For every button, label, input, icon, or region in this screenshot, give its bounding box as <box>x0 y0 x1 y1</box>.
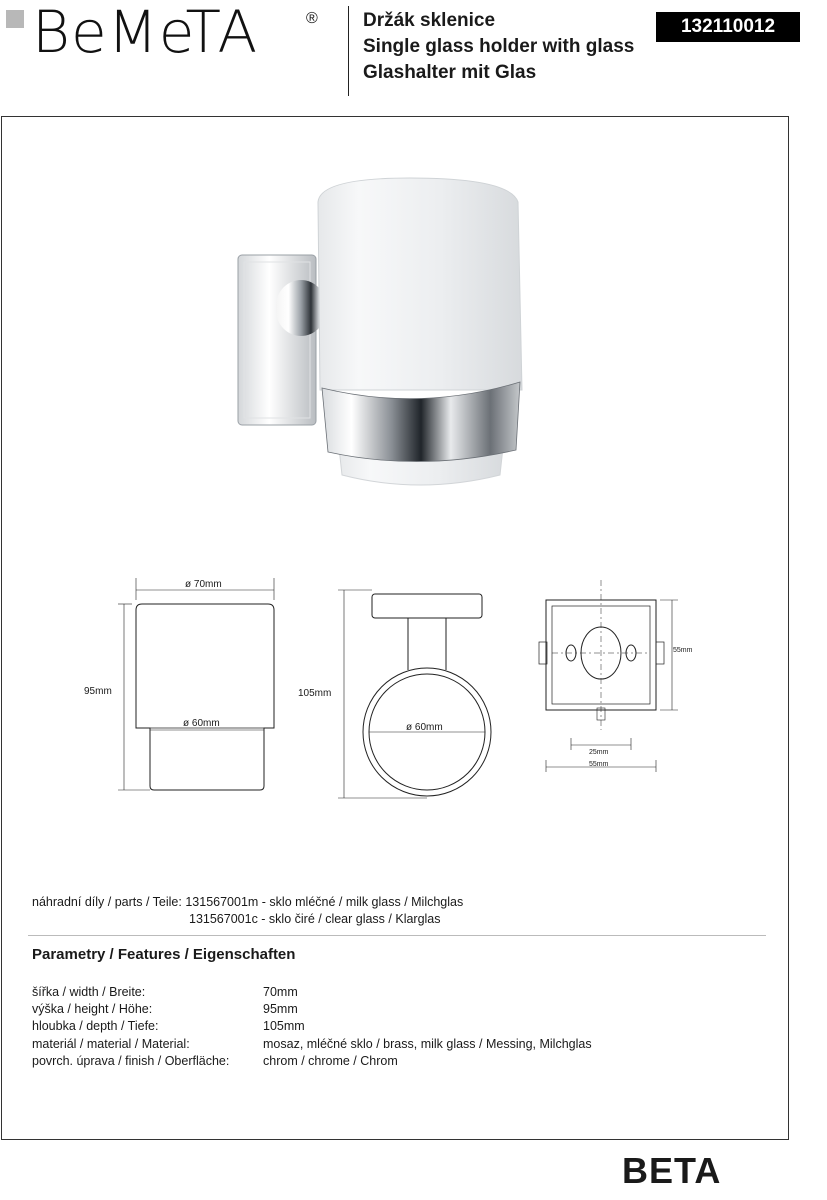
feature-value: chrom / chrome / Chrom <box>263 1053 398 1068</box>
registered-mark: ® <box>306 10 318 27</box>
features-table <box>32 984 592 1070</box>
features-title: Parametry / Features / Eigenschaften <box>32 946 296 963</box>
feature-value: mosaz, mléčné sklo / brass, milk glass / Messing, Milchglas <box>263 1036 592 1051</box>
brand-name: BeMeTA <box>32 0 259 66</box>
logo-square-mark <box>6 10 24 28</box>
title-german: Glashalter mit Glas <box>363 62 537 83</box>
chrome-ring <box>322 382 520 462</box>
title-english: Single glass holder with glass <box>363 36 635 57</box>
product-code-badge: 132110012 <box>656 12 800 42</box>
feature-label: šířka / width / Breite: <box>32 985 146 999</box>
holder-drawing <box>338 590 491 798</box>
feature-label: výška / height / Höhe: <box>32 1002 153 1017</box>
feature-value: 95mm <box>263 1002 298 1017</box>
feature-row <box>32 1018 592 1035</box>
product-image <box>210 150 550 520</box>
product-titles <box>363 8 634 86</box>
series-name: BETA <box>622 1150 722 1191</box>
parts-item: 131567001c - sklo čiré / clear glass / Klarglas <box>189 912 441 926</box>
brand-logo <box>6 0 336 66</box>
dim-glass-bottom: ø 60mm <box>183 718 220 729</box>
glass-drawing <box>118 578 274 790</box>
title-czech: Držák sklenice <box>363 10 496 31</box>
parts-item: 131567001m - sklo mléčné / milk glass / Milchglas <box>185 895 464 909</box>
feature-value: 105mm <box>263 1019 305 1034</box>
header-divider <box>348 6 349 96</box>
parts-label: náhradní díly / parts / Teile: <box>32 895 182 909</box>
feature-row <box>32 1001 592 1018</box>
feature-value: 70mm <box>263 985 298 999</box>
dim-holder-height: 105mm <box>298 688 332 699</box>
dim-plate-height: 55mm <box>673 647 693 654</box>
spare-parts <box>32 894 463 928</box>
feature-label: povrch. úprava / finish / Oberfläche: <box>32 1053 230 1068</box>
feature-label: hloubka / depth / Tiefe: <box>32 1019 159 1034</box>
plate-drawing <box>539 580 678 772</box>
dim-plate-width: 55mm <box>589 761 609 768</box>
dim-hole-spacing: 25mm <box>589 749 609 756</box>
dim-glass-height: 95mm <box>84 686 112 697</box>
dim-glass-top: ø 70mm <box>185 579 222 590</box>
section-divider <box>28 935 766 936</box>
feature-row <box>32 1053 592 1070</box>
feature-row <box>32 984 592 1001</box>
dim-ring-diameter: ø 60mm <box>406 722 443 733</box>
feature-row <box>32 1036 592 1053</box>
feature-label: materiál / material / Material: <box>32 1036 190 1051</box>
technical-drawings <box>0 560 827 820</box>
